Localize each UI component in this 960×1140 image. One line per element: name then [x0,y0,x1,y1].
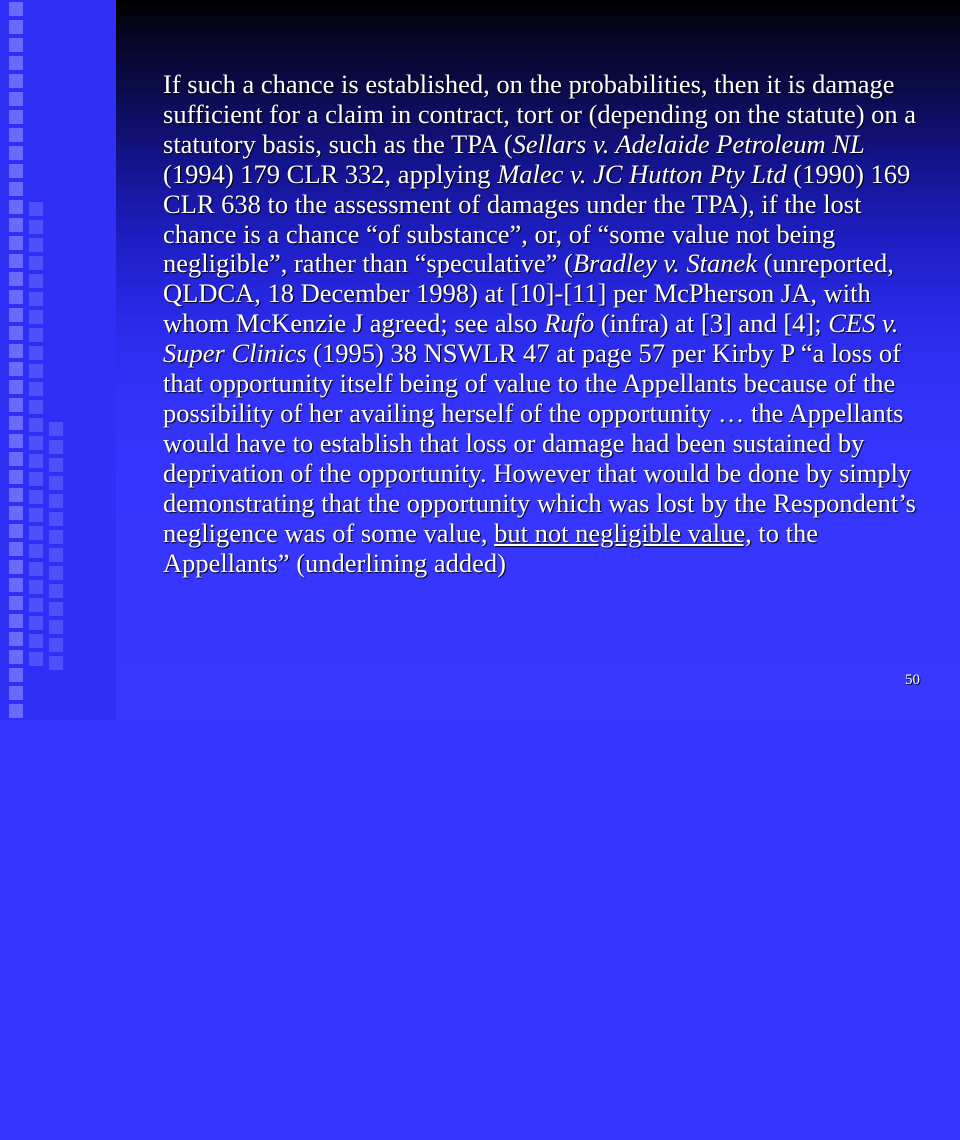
decor-squares-column [48,0,64,1140]
decor-square [29,544,43,558]
decor-square [49,440,63,454]
decor-square [49,656,63,670]
decor-square [29,310,43,324]
case-citation: Sellars v. Adelaide Petroleum NL [512,128,865,159]
decor-square [49,458,63,472]
decor-square [29,526,43,540]
decor-square [9,398,23,412]
decor-square [9,668,23,682]
decor-square [9,452,23,466]
decor-square [29,472,43,486]
decor-square [9,110,23,124]
decor-square [49,602,63,616]
decor-square [49,530,63,544]
decor-square [9,218,23,232]
decor-square [29,436,43,450]
decor-square [29,562,43,576]
decor-square [9,128,23,142]
decor-square [49,620,63,634]
decor-square [9,56,23,70]
text-segment: to the Appellants” (underlining added) [163,517,818,578]
decor-square [29,598,43,612]
decor-square [9,686,23,700]
case-citation: Malec v. JC Hutton Pty Ltd [497,158,787,189]
text-segment: If such a chance is established, on the probabilities, then it is damage sufficient for a claim in contract, tort or (depending on the statute) on a statutory basis, such as the TPA ( [163,69,917,159]
decor-square [49,584,63,598]
decor-square [29,292,43,306]
decor-square [49,494,63,508]
decor-square [49,638,63,652]
decor-square [29,274,43,288]
case-citation: Rufo [544,308,595,339]
decor-square [9,20,23,34]
case-citation: CES v. Super Clinics [163,308,899,369]
text-segment: (1994) 179 CLR 332, applying [163,158,498,189]
decor-square [9,470,23,484]
decor-square [29,454,43,468]
decor-square [9,362,23,376]
decor-square [9,146,23,160]
decor-squares-column [8,0,24,720]
decor-square [49,566,63,580]
decor-square [9,596,23,610]
decor-square [9,290,23,304]
text-segment: (infra) at [3] and [4]; [594,308,829,339]
text-segment: (unreported, QLDCA, 18 December 1998) at [10]-[11] per McPherson JA, with whom McKenzie J agreed; see also [163,248,894,339]
decor-square [9,704,23,718]
decor-square [29,490,43,504]
decor-square [9,38,23,52]
decor-square [9,380,23,394]
text-segment: (1995) 38 NSWLR 47 at page 57 per Kirby P “a loss of that opportunity itself being of value to the Appellants because of the possibility of her availing herself of the opportunity … the Appellants would have to establish that loss or damage had been sustained by deprivation of the opportunity. However that would be done by simply demonstrating that the opportunity which was lost by the Respondent’s negligence was of some value, [163,338,916,548]
decor-square [9,578,23,592]
decor-square [29,400,43,414]
decor-square [29,238,43,252]
decor-square [9,524,23,538]
decor-square [29,346,43,360]
decor-square [9,344,23,358]
decor-square [9,254,23,268]
decor-square [9,542,23,556]
decor-square [29,256,43,270]
decor-square [29,220,43,234]
decor-square [9,614,23,628]
decor-square [9,506,23,520]
decor-square [49,512,63,526]
decor-square [29,634,43,648]
slide-body-text [163,70,923,578]
decor-squares-column [28,0,44,920]
decor-square [9,434,23,448]
decor-square [9,200,23,214]
decor-square [9,416,23,430]
decor-square [9,632,23,646]
decor-square [29,580,43,594]
decor-square [49,476,63,490]
decor-square [9,92,23,106]
text-segment: (1990) 169 CLR 638 to the assessment of damages under the TPA), if the lost chance is a chance “of substance”, or, of “some value not being negligible”, rather than “speculative” ( [163,158,911,279]
decor-square [49,422,63,436]
decor-square [29,202,43,216]
decor-square [29,652,43,666]
decor-square [9,272,23,286]
decor-square [9,2,23,16]
decor-square [9,326,23,340]
decor-square [49,548,63,562]
decor-square [29,418,43,432]
decor-square [9,236,23,250]
decor-square [9,164,23,178]
slide-number: 50 [905,672,920,688]
decor-square [9,650,23,664]
decor-square [9,182,23,196]
decor-square [9,488,23,502]
decor-square [29,328,43,342]
decor-square [9,560,23,574]
decor-square [29,508,43,522]
decor-square [9,74,23,88]
decor-square [29,616,43,630]
decor-square [9,308,23,322]
underlined-text: but not negligible value, [494,517,752,548]
decor-square [29,382,43,396]
case-citation: Bradley v. Stanek [572,248,758,279]
decor-square [29,364,43,378]
